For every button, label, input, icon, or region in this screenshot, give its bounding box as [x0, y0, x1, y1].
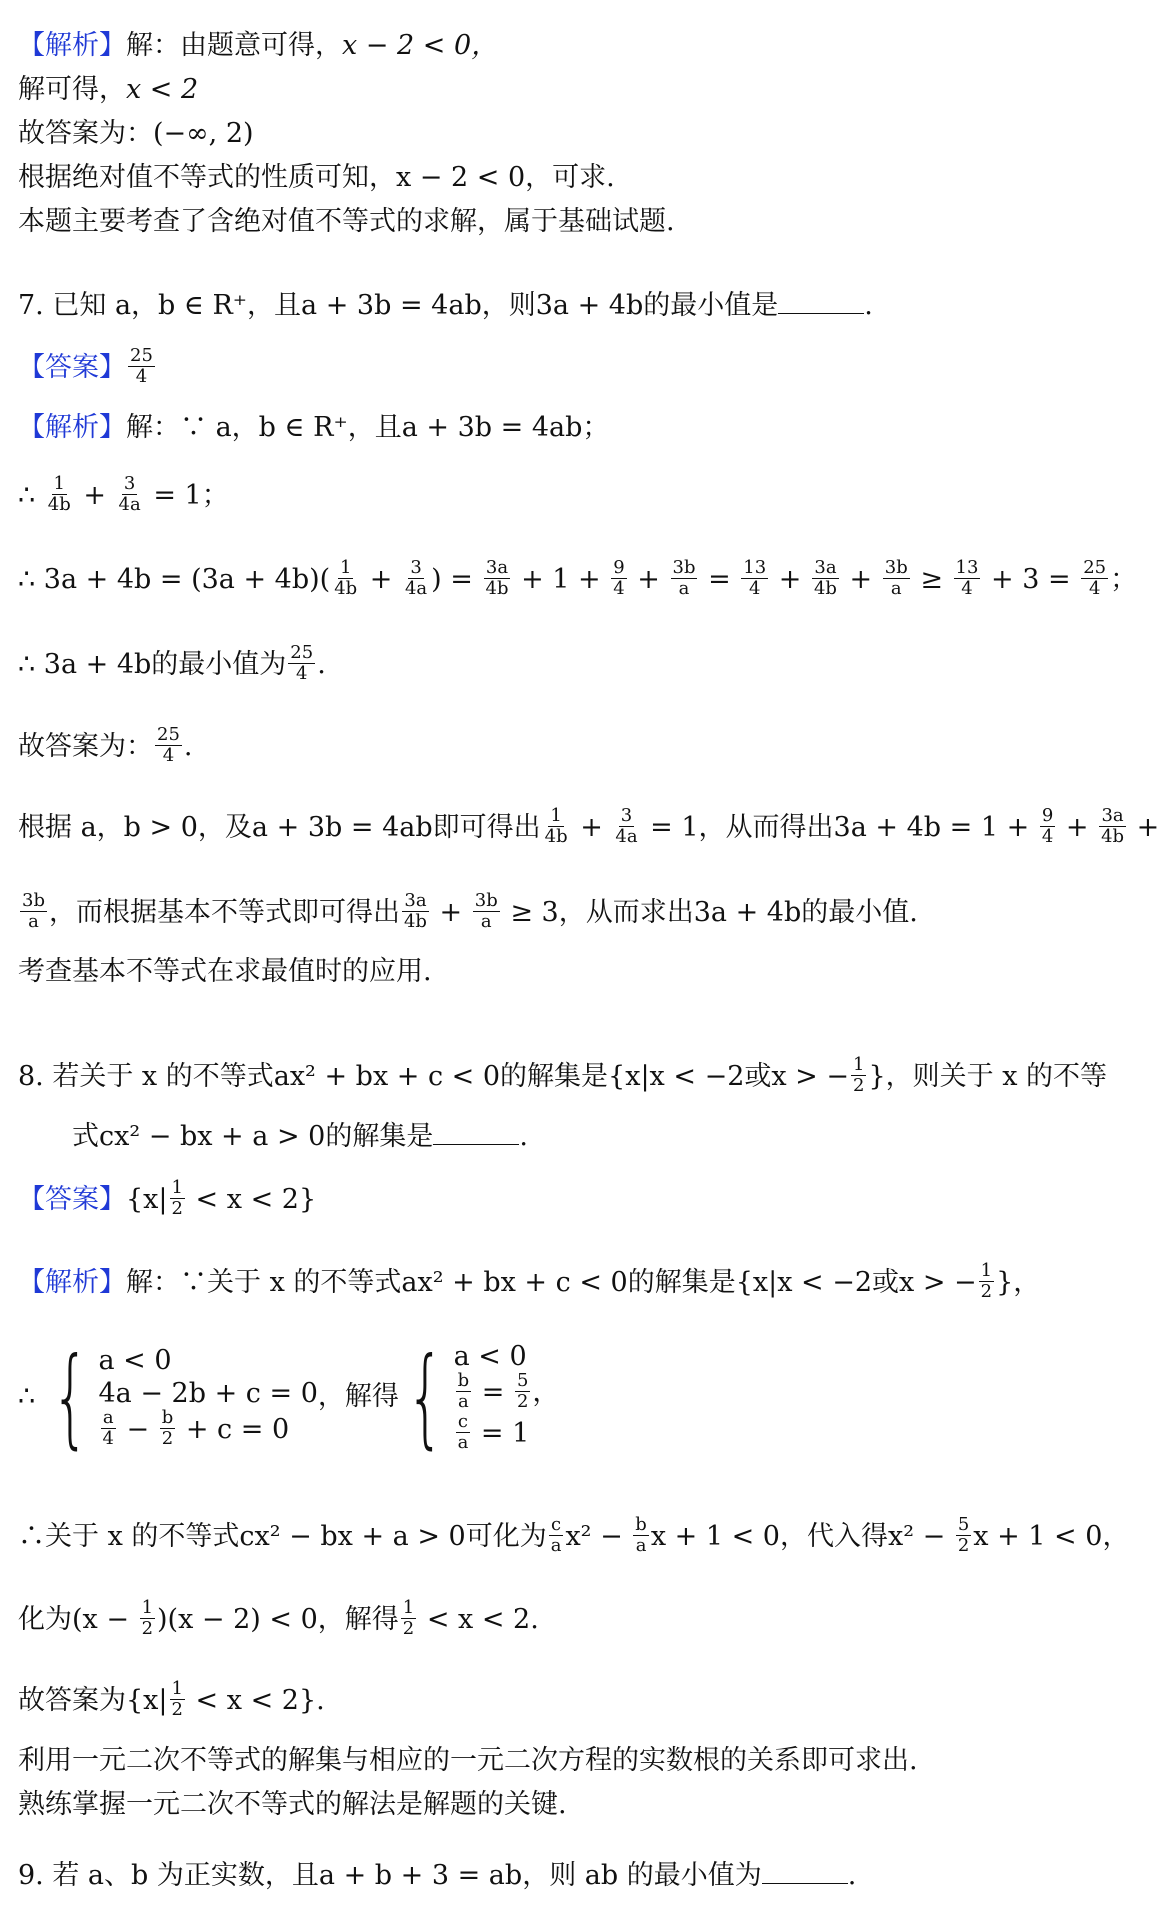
q7-analysis-line8: 考查基本不等式在求最值时的应用. — [18, 956, 432, 987]
p6-line4: 根据绝对值不等式的性质可知，x − 2 < 0，可求. — [18, 162, 615, 193]
q8-analysis-line1: 【解析】解：∵关于 x 的不等式ax² + bx + c < 0的解集是{x|x < −2或x > − $\frac{1}{2}$ }， — [18, 1260, 1041, 1302]
q8-analysis-line6: 利用一元二次不等式的解集与相应的一元二次方程的实数根的关系即可求出. — [18, 1745, 918, 1776]
fraction: $\frac{25}{4}$ — [130, 345, 153, 387]
q8-stem-line2: 式cx² − bx + a > 0的解集是 . — [72, 1118, 528, 1155]
q7-analysis-line1: 【解析】解：∵ a，b ∈ R⁺，且a + 3b = 4ab； — [18, 412, 610, 443]
q7-analysis-line5: 故答案为： $\frac{25}{4}$ . — [18, 724, 193, 766]
q7-analysis-line6: 根据 a，b > 0，及a + 3b = 4ab即可得出 $\frac{1}{4b}$ + $\frac{3}{4a}$ = 1，从而得出3a + 4b = 1 + $\frac{9}{4}$ + $\frac{3a}{4b}$ + — [18, 805, 1159, 847]
q8-stem-line1: 8. 若关于 x 的不等式ax² + bx + c < 0的解集是{x|x < −2或x > − $\frac{1}{2}$ }，则关于 x 的不等 — [18, 1054, 1108, 1096]
q8-analysis-system: ∴ { a < 0 4a − 2b + c = 0 $\frac{a}{4}$ − $\frac{b}{2}$ + c = 0 ，解得 { a < 0 $\frac{b}{a}$ = $\frac{5}{2}$ ， $\frac{c}{a}$ = 1 — [18, 1334, 560, 1460]
q8-analysis-line4: 化为(x − $\frac{1}{2}$ )(x − 2) < 0，解得 $\frac{1}{2}$ < x < 2. — [18, 1597, 539, 1639]
q9-stem: 9. 若 a、b 为正实数，且a + b + 3 = ab，则 ab 的最小值为 . — [18, 1857, 856, 1894]
q7-analysis-line7: $\frac{3b}{a}$ ，而根据基本不等式即可得出 $\frac{3a}{4b}$ + $\frac{3b}{a}$ ≥ 3，从而求出3a + 4b的最小值. — [22, 890, 918, 932]
q7-analysis-line4: ∴ 3a + 4b的最小值为 $\frac{25}{4}$ . — [18, 642, 326, 684]
q7-analysis-line2: ∴ $\frac{1}{4b}$ + $\frac{3}{4a}$ = 1； — [18, 473, 229, 515]
q8-analysis-line3: ∴关于 x 的不等式cx² − bx + a > 0可化为 $\frac{c}{a}$ x² − $\frac{b}{a}$ x + 1 < 0，代入得x² − $\frac{5}{2}$ x + 1 < 0， — [18, 1514, 1130, 1556]
answer-tag: 【答案】 — [18, 352, 126, 383]
q8-answer: 【答案】{x| $\frac{1}{2}$ < x < 2} — [18, 1177, 317, 1219]
analysis-tag: 【解析】 — [18, 30, 126, 61]
q7-analysis-line3: ∴ 3a + 4b = (3a + 4b)( $\frac{1}{4b}$ + $\frac{3}{4a}$ ) = $\frac{3a}{4b}$ + 1 + $\frac{9}{4}$ + $\frac{3b}{a}$ = $\frac{13}{4}$ + $\frac{3a}{4b}$ + $\frac{3b}{a}$ ≥ $\frac{13}{4}$ + 3 = $\frac{25}{4}$ ； — [18, 557, 1138, 599]
q8-analysis-line7: 熟练掌握一元二次不等式的解法是解题的关键. — [18, 1789, 567, 1820]
p6-line5: 本题主要考查了含绝对值不等式的求解，属于基础试题. — [18, 206, 675, 237]
answer-blank — [778, 287, 864, 314]
p6-line2: 解可得，x < 2 — [18, 74, 199, 105]
p6-analysis-line1: 【解析】解：由题意可得，x − 2 < 0， — [18, 30, 499, 61]
p6-line3: 故答案为：(−∞, 2) — [18, 118, 254, 149]
q7-stem: 7. 已知 a，b ∈ R⁺，且a + 3b = 4ab，则3a + 4b的最小值是 . — [18, 287, 873, 324]
q7-answer — [18, 345, 157, 389]
answer-blank — [433, 1118, 519, 1145]
q8-analysis-line5: 故答案为{x| $\frac{1}{2}$ < x < 2}. — [18, 1678, 325, 1720]
answer-blank — [762, 1857, 848, 1884]
